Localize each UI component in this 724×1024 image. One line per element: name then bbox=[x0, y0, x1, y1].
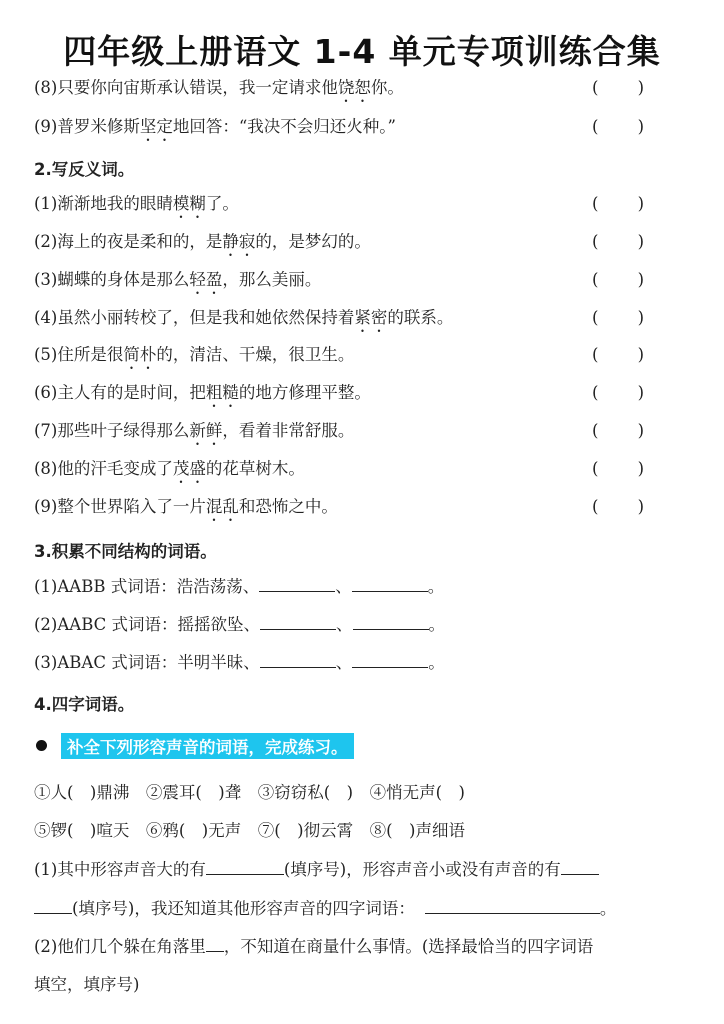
sentence-item bbox=[34, 308, 453, 336]
paren-close: ) bbox=[637, 194, 644, 213]
sentence-num: (7) bbox=[34, 421, 58, 440]
sentence-num: (9) bbox=[34, 497, 58, 516]
sentence-em: 轻盈 bbox=[189, 270, 223, 289]
sentence-num: (5) bbox=[34, 345, 58, 364]
answer-parentheses[interactable] bbox=[592, 421, 644, 440]
end-mark: 。 bbox=[428, 653, 445, 672]
paren-close: ) bbox=[637, 117, 644, 136]
sentence-post: 的地方修理平整。 bbox=[238, 383, 371, 402]
end-mark: 。 bbox=[427, 577, 445, 596]
section-3-heading: 3.积累不同结构的词语。 bbox=[34, 542, 217, 561]
sentence-em: 粗糙 bbox=[205, 383, 239, 402]
end-mark: 。 bbox=[428, 615, 446, 634]
item-text: AABC 式词语：摇摇欲坠、 bbox=[57, 615, 261, 634]
sentence-num: (8) bbox=[34, 78, 58, 97]
sentence-pre: 整个世界陷入了一片 bbox=[57, 497, 206, 516]
sentence-em: 静寂 bbox=[222, 232, 256, 251]
sentence-pre: 那些叶子绿得那么 bbox=[57, 421, 190, 440]
sentence-post: 你。 bbox=[370, 78, 404, 97]
paren-open: ( bbox=[592, 232, 599, 251]
paren-close: ) bbox=[637, 270, 644, 289]
sentence-pre: 蝴蝶的身体是那么 bbox=[57, 270, 190, 289]
separator: 、 bbox=[335, 577, 352, 596]
sentence-item bbox=[34, 345, 354, 373]
sentence-item bbox=[34, 78, 404, 106]
sentence-pre: 虽然小丽转校了，但是我和她依然保持着 bbox=[57, 308, 355, 327]
sentence-item bbox=[34, 232, 371, 260]
question-2-line-1 bbox=[34, 937, 593, 957]
item-num: (1) bbox=[34, 577, 58, 596]
sentence-post: 的，是梦幻的。 bbox=[255, 232, 371, 251]
page-title: 四年级上册语文 1-4 单元专项训练合集 bbox=[63, 32, 661, 71]
sentence-post: 的花草树木。 bbox=[205, 459, 305, 478]
sentence-post: 的，清洁、干燥，很卫生。 bbox=[156, 345, 355, 364]
paren-close: ) bbox=[637, 497, 644, 516]
sentence-post: 的联系。 bbox=[387, 308, 454, 327]
sentence-item bbox=[34, 497, 338, 525]
item-num: (2) bbox=[34, 615, 58, 634]
sentence-item bbox=[34, 383, 371, 411]
q2-text-a: (2)他们几个躲在角落里 bbox=[34, 937, 206, 956]
paren-open: ( bbox=[592, 421, 599, 440]
sentence-num: (4) bbox=[34, 308, 58, 327]
paren-open: ( bbox=[592, 345, 599, 364]
q1-text-c: (填序号)，我还知道其他形容声音的四字词语： bbox=[72, 899, 415, 918]
sentence-post: 和恐怖之中。 bbox=[238, 497, 338, 516]
sentence-item bbox=[34, 117, 396, 145]
sentence-item bbox=[34, 459, 305, 487]
sentence-pre: 他的汗毛变成了 bbox=[57, 459, 173, 478]
answer-blank[interactable] bbox=[206, 860, 284, 875]
sentence-item bbox=[34, 270, 321, 298]
answer-blank[interactable] bbox=[259, 577, 335, 592]
answer-parentheses[interactable] bbox=[592, 383, 644, 402]
q1-text-a: (1)其中形容声音大的有 bbox=[34, 860, 206, 879]
sentence-em: 简朴 bbox=[123, 345, 157, 364]
paren-open: ( bbox=[592, 459, 599, 478]
sentence-pre: 渐渐地我的眼睛 bbox=[57, 194, 173, 213]
sentence-num: (3) bbox=[34, 270, 58, 289]
answer-blank[interactable] bbox=[352, 653, 428, 668]
paren-close: ) bbox=[637, 232, 644, 251]
paren-close: ) bbox=[637, 308, 644, 327]
sentence-num: (8) bbox=[34, 459, 58, 478]
sentence-pre: 普罗米修斯 bbox=[57, 117, 140, 136]
bullet-icon bbox=[36, 740, 47, 751]
sentence-num: (1) bbox=[34, 194, 58, 213]
paren-close: ) bbox=[637, 421, 644, 440]
q2-text-b: ，不知道在商量什么事情。(选择最恰当的四字词语 bbox=[223, 937, 594, 956]
sentence-em: 紧密 bbox=[354, 308, 388, 327]
sentence-num: (9) bbox=[34, 117, 58, 136]
paren-close: ) bbox=[637, 78, 644, 97]
sentence-post: 地回答：“我决不会归还火种。” bbox=[172, 117, 396, 136]
paren-open: ( bbox=[592, 383, 599, 402]
answer-blank[interactable] bbox=[260, 615, 336, 630]
answer-parentheses[interactable] bbox=[592, 308, 644, 327]
section-4-heading: 4.四字词语。 bbox=[34, 695, 135, 714]
paren-open: ( bbox=[592, 308, 599, 327]
sentence-num: (2) bbox=[34, 232, 58, 251]
paren-open: ( bbox=[592, 270, 599, 289]
paren-close: ) bbox=[637, 383, 644, 402]
instruction-highlight: 补全下列形容声音的词语，完成练习。 bbox=[61, 733, 354, 759]
item-text: ABAC 式词语：半明半昧、 bbox=[57, 653, 260, 672]
answer-parentheses[interactable] bbox=[592, 270, 644, 289]
sentence-em: 茂盛 bbox=[172, 459, 206, 478]
paren-open: ( bbox=[592, 194, 599, 213]
question-2-line-2: 填空，填序号) bbox=[34, 975, 140, 994]
answer-blank[interactable] bbox=[260, 653, 336, 668]
sentence-post: ，那么美丽。 bbox=[222, 270, 322, 289]
sentence-em: 模糊 bbox=[172, 194, 206, 213]
answer-parentheses[interactable] bbox=[592, 78, 644, 97]
section-2-heading: 2.写反义词。 bbox=[34, 160, 135, 179]
answer-parentheses[interactable] bbox=[592, 117, 644, 136]
sentence-post: 了。 bbox=[205, 194, 239, 213]
separator: 、 bbox=[336, 615, 353, 634]
answer-blank[interactable] bbox=[425, 899, 600, 914]
answer-blank[interactable] bbox=[206, 937, 224, 952]
sentence-pre: 只要你向宙斯承认错误，我一定请求他 bbox=[57, 78, 338, 97]
word-structure-item bbox=[34, 653, 445, 673]
sentence-pre: 海上的夜是柔和的，是 bbox=[57, 232, 223, 251]
item-num: (3) bbox=[34, 653, 58, 672]
sentence-post: ，看着非常舒服。 bbox=[222, 421, 355, 440]
sentence-em: 新鲜 bbox=[189, 421, 223, 440]
paren-close: ) bbox=[637, 345, 644, 364]
answer-blank[interactable] bbox=[353, 615, 429, 630]
idiom-row-1: ①人( )鼎沸 ②震耳( )聋 ③窃窃私( ) ④悄无声( ) bbox=[34, 783, 465, 802]
answer-blank[interactable] bbox=[34, 899, 72, 914]
q1-text-b: (填序号)，形容声音小或没有声音的有 bbox=[283, 860, 561, 879]
sentence-em: 饶恕 bbox=[337, 78, 371, 97]
item-text: AABB 式词语：浩浩荡荡、 bbox=[57, 577, 260, 596]
answer-parentheses[interactable] bbox=[592, 194, 644, 213]
question-1-line-2 bbox=[34, 899, 616, 919]
word-structure-item bbox=[34, 615, 445, 635]
answer-parentheses[interactable] bbox=[592, 459, 644, 478]
separator: 、 bbox=[335, 653, 353, 672]
answer-parentheses[interactable] bbox=[592, 232, 644, 251]
sentence-em: 混乱 bbox=[205, 497, 239, 516]
sentence-pre: 主人有的是时间，把 bbox=[57, 383, 206, 402]
paren-open: ( bbox=[592, 78, 599, 97]
answer-blank[interactable] bbox=[352, 577, 428, 592]
paren-close: ) bbox=[637, 459, 644, 478]
sentence-pre: 住所是很 bbox=[57, 345, 124, 364]
idiom-row-2: ⑤锣( )喧天 ⑥鸦( )无声 ⑦( )彻云霄 ⑧( )声细语 bbox=[34, 821, 465, 840]
answer-blank[interactable] bbox=[561, 860, 599, 875]
word-structure-item bbox=[34, 577, 444, 597]
sentence-item bbox=[34, 194, 239, 222]
answer-parentheses[interactable] bbox=[592, 497, 644, 516]
q1-end: 。 bbox=[599, 899, 617, 918]
sentence-em: 坚定 bbox=[139, 117, 173, 136]
sentence-item bbox=[34, 421, 354, 449]
paren-open: ( bbox=[592, 117, 599, 136]
paren-open: ( bbox=[592, 497, 599, 516]
sentence-num: (6) bbox=[34, 383, 58, 402]
question-1-line-1 bbox=[34, 860, 599, 880]
answer-parentheses[interactable] bbox=[592, 345, 644, 364]
